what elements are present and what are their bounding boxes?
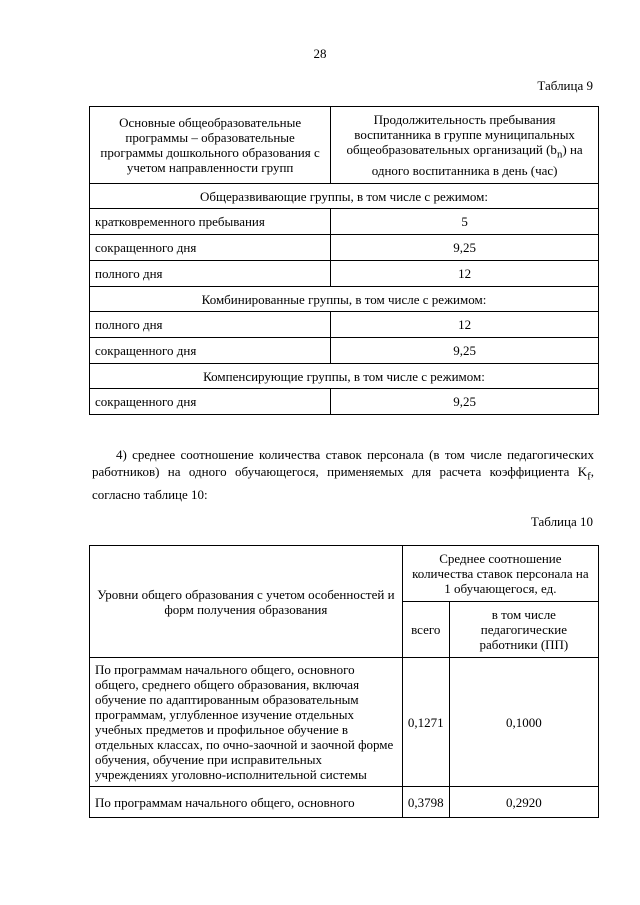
table9-value: 9,25 [331, 389, 599, 415]
table9-group-row [90, 184, 599, 209]
table9-mode: полного дня [90, 312, 331, 338]
table10 [89, 545, 599, 818]
table9-value: 9,25 [331, 235, 599, 261]
table-row [90, 261, 599, 287]
table9-value: 5 [331, 209, 599, 235]
table-row [90, 389, 599, 415]
page-number: 28 [313, 46, 327, 61]
table10-level: По программам начального общего, основного [90, 787, 403, 818]
paragraph-text: 4) среднее соотношение количества ставок персонала (в том числе педагогических работников) на одного обучающегося, применяемых для расчета коэффициента K [92, 447, 594, 479]
table9-header-duration-text-end: ) на одного воспитанника в день (час) [371, 142, 583, 178]
table10-ped: 0,1000 [449, 658, 598, 787]
table9-header-programs: Основные общеобразовательные программы – образовательные программы дошкольного образования с учетом направленности групп [90, 107, 331, 184]
table-row [90, 338, 599, 364]
paragraph-text-end: , согласно таблице 10: [92, 464, 594, 502]
table9-group-title: Компенсирующие группы, в том числе с режимом: [90, 364, 599, 389]
table9-mode: сокращенного дня [90, 235, 331, 261]
table9-mode: полного дня [90, 261, 331, 287]
table10-caption: Таблица 10 [530, 514, 593, 529]
table10-header-ped: в том числе педагогические работники (ПП) [449, 602, 598, 658]
body-paragraph [92, 446, 594, 503]
table10-header-row [90, 546, 599, 602]
table10-level: По программам начального общего, основного общего, среднего общего образования, включая обучение по адаптированным образовательным программам, углубленное изучение отдельных учебных предметов и профильное обучение в отдельных классах, по очно-заочной и заочной форме обучения, обучение при исправительных учреждениях уголовно-исполнительной системы [90, 658, 403, 787]
table-row [90, 209, 599, 235]
table9-group-title: Комбинированные группы, в том числе с режимом: [90, 287, 599, 312]
table9-header-duration [331, 107, 599, 184]
table-row [90, 787, 599, 818]
table10-ped: 0,2920 [449, 787, 598, 818]
table9-group-row [90, 287, 599, 312]
table9-mode: сокращенного дня [90, 338, 331, 364]
table10-header-ratio: Среднее соотношение количества ставок персонала на 1 обучающегося, ед. [402, 546, 598, 602]
table9-header-duration-text: Продолжительность пребывания воспитанника в группе муниципальных общеобразовательных организаций (b [346, 112, 575, 158]
table9-value: 12 [331, 312, 599, 338]
table9-caption: Таблица 9 [537, 78, 593, 93]
table9-group-row [90, 364, 599, 389]
table9-value: 12 [331, 261, 599, 287]
table-row [90, 312, 599, 338]
table10-header-levels: Уровни общего образования с учетом особенностей и форм получения образования [90, 546, 403, 658]
paragraph-subscript: f [587, 470, 591, 483]
table9-header-row [90, 107, 599, 184]
table9-header-duration-sub: n [556, 148, 563, 161]
table9-value: 9,25 [331, 338, 599, 364]
table10-total: 0,1271 [402, 658, 449, 787]
table9-mode: сокращенного дня [90, 389, 331, 415]
table9 [89, 106, 599, 415]
table9-group-title: Общеразвивающие группы, в том числе с режимом: [90, 184, 599, 209]
table9-mode: кратковременного пребывания [90, 209, 331, 235]
table10-header-total: всего [402, 602, 449, 658]
table10-total: 0,3798 [402, 787, 449, 818]
table-row [90, 235, 599, 261]
table-row [90, 658, 599, 787]
